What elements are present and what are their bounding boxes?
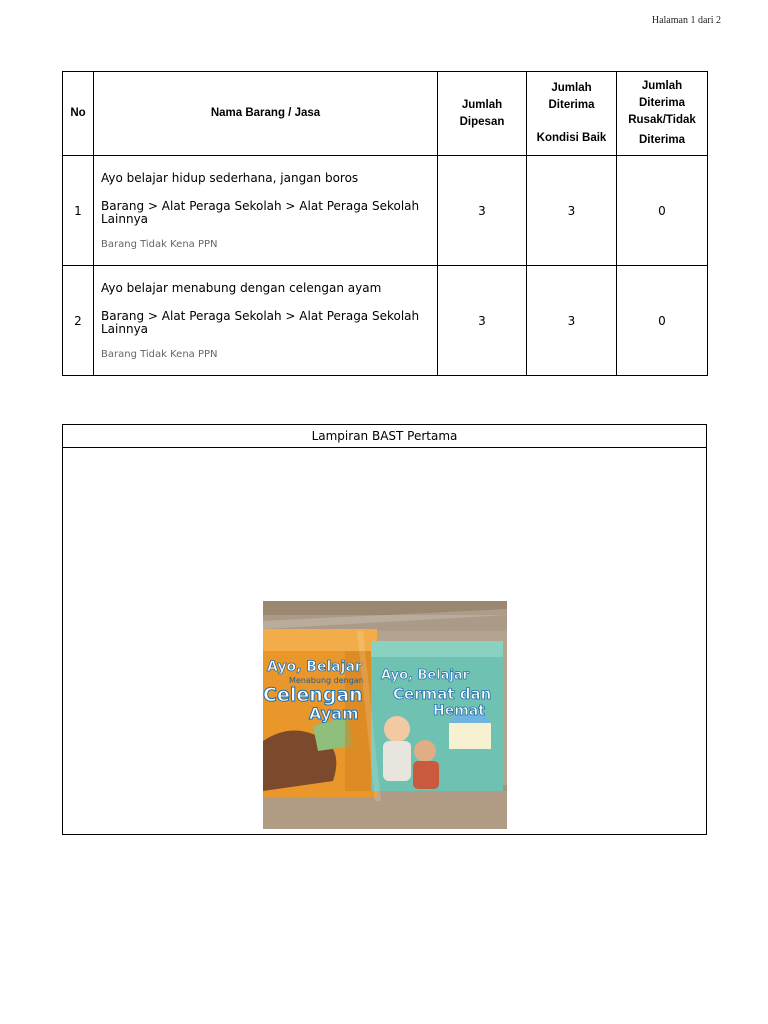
item-tax-status: Barang Tidak Kena PPN <box>101 239 218 250</box>
header-qty-ordered-line2: Dipesan <box>459 115 505 128</box>
header-qty-damaged-line2: Diterima <box>638 97 686 109</box>
attachment-photo <box>263 601 507 829</box>
qty-received-damaged: 0 <box>617 156 708 266</box>
header-item-name: Nama Barang / Jasa <box>94 72 438 156</box>
table-row <box>63 156 708 266</box>
item-category: Barang > Alat Peraga Sekolah > Alat Peraga Sekolah Lainnya <box>101 309 420 336</box>
qty-ordered: 3 <box>438 266 527 376</box>
book-cermat-hemat-cover <box>371 641 503 791</box>
header-qty-damaged-line4: Diterima <box>638 134 686 146</box>
header-qty-ordered-line1: Jumlah <box>461 98 503 111</box>
header-qty-ordered <box>438 72 527 156</box>
header-qty-good-line2: Diterima <box>548 99 595 111</box>
header-qty-good-line1: Jumlah <box>551 82 592 94</box>
page-number: Halaman 1 dari 2 <box>651 15 721 26</box>
qty-received-good: 3 <box>527 266 617 376</box>
items-table <box>62 71 708 376</box>
row-number: 2 <box>63 266 94 376</box>
table-header-row <box>63 72 708 156</box>
qty-received-good: 3 <box>527 156 617 266</box>
header-qty-damaged-line3: Rusak/Tidak <box>628 114 696 126</box>
item-title: Ayo belajar menabung dengan celengan ayam <box>101 281 382 295</box>
book-left-line3: Celengan <box>263 684 363 706</box>
item-name-cell <box>94 156 438 266</box>
book-left-line2: Menabung dengan <box>289 676 364 685</box>
header-qty-good-line3: Kondisi Baik <box>536 132 607 144</box>
header-no: No <box>63 72 94 156</box>
qty-received-damaged: 0 <box>617 266 708 376</box>
item-tax-status: Barang Tidak Kena PPN <box>101 349 218 360</box>
header-qty-damaged <box>617 72 708 156</box>
header-qty-good <box>527 72 617 156</box>
item-title: Ayo belajar hidup sederhana, jangan boros <box>101 171 359 185</box>
book-right-line1: Ayo, Belajar <box>381 668 470 683</box>
photo-illustration <box>263 601 507 829</box>
header-qty-damaged-line1: Jumlah <box>641 80 683 92</box>
item-name-cell <box>94 266 438 376</box>
book-right-line3: Hemat <box>433 703 485 719</box>
item-category: Barang > Alat Peraga Sekolah > Alat Peraga Sekolah Lainnya <box>101 199 420 226</box>
table-row <box>63 266 708 376</box>
book-left-line1: Ayo, Belajar <box>267 659 362 675</box>
attachment-title: Lampiran BAST Pertama <box>63 425 706 448</box>
qty-ordered: 3 <box>438 156 527 266</box>
attachment-box <box>62 424 707 835</box>
book-right-line2: Cermat dan <box>393 685 492 703</box>
book-left-line4: Ayam <box>309 704 359 723</box>
row-number: 1 <box>63 156 94 266</box>
